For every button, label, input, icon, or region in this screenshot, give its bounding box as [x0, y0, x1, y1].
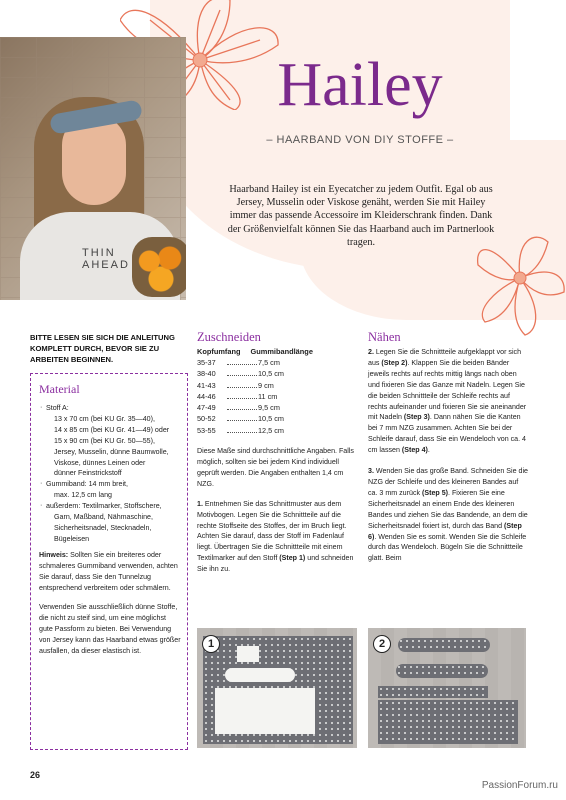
material-item-detail: Viskose, dünnes Leinen oder — [54, 458, 146, 467]
shirt-print: THIN AHEAD — [82, 247, 130, 271]
material-item: · Gummiband: 14 mm breit, — [39, 479, 181, 490]
size-table — [197, 357, 357, 436]
size-row: 38-40 10,5 cm — [197, 369, 284, 379]
step1-badge: 1 — [202, 635, 220, 653]
zuschneiden-section — [197, 330, 357, 575]
material-hint: Hinweis: Sollten Sie ein breiteres oder schmaleres Gummiband verwenden, achten Sie darauf, dass Sie den Tunnelzug entsprechend verbreitern oder schmälern. — [39, 550, 178, 592]
size-row: 50-52 10,5 cm — [197, 414, 284, 424]
material-item-detail: Jersey, Musselin, dünne Baumwolle, — [54, 447, 169, 456]
step1-text: 1. Entnehmen Sie das Schnittmuster aus dem Motivbogen. Legen Sie die Schnittteile auf die rechte Stoffseite des Stoffes, der im Bruch liegt. Achten Sie darauf, dass der Stoff im Fadenlauf liegt. Übertragen Sie die Schnittteile mit einem Textilmarker auf den Stoff (Step 1) und schneiden Sie ihn zu. — [197, 499, 354, 574]
material-item-detail: Bügeleisen — [54, 534, 90, 543]
page-title: Hailey — [277, 51, 443, 119]
material-item: · Stoff A: — [39, 403, 181, 414]
material-note: Verwenden Sie ausschließlich dünne Stoffe, die nicht zu steif sind, um eine möglichst gute Passform zu bieten. Bei Verwendung von Jersey kann das Haarband etwas größer ausfallen, da dieser elastisch ist. — [39, 603, 181, 656]
model-photo — [0, 37, 186, 300]
material-item-detail: Garn, Maßband, Nähmaschine, — [54, 513, 153, 522]
warning-text: BITTE LESEN SIE SICH DIE ANLEITUNG KOMPLETT DURCH, BEVOR SIE ZU ARBEITEN BEGINNEN. — [30, 333, 175, 364]
material-item-detail: 14 x 85 cm (bei KU Gr. 41—49) oder — [54, 425, 170, 434]
watermark: PassionForum.ru — [481, 780, 558, 791]
material-item-detail: 13 x 70 cm (bei KU Gr. 35—40), — [54, 414, 155, 423]
step1-photo — [197, 628, 357, 748]
step2-text: 2. Legen Sie die Schnittteile aufgeklappt vor sich aus (Step 2). Klappen Sie die beiden Bänder jeweils rechts auf rechts mittig längs nach oben und fixieren Sie das Ganze mit Nadeln. Legen Sie die beiden Schnittteile der Schleife rechts auf rechts aufeinander und fixieren Sie sie aneinander mit Nadeln (Step 3). Dann nähen Sie die Kanten bei 7 mm NZG zusammen. Achten Sie bei der Schleife darauf, dass Sie ein Wendeloch von ca. 4 cm lassen (Step 4). — [368, 348, 527, 455]
step2-badge: 2 — [373, 635, 391, 653]
size-row: 53-55 12,5 cm — [197, 425, 284, 435]
material-item-detail: dünner Feinstrickstoff — [54, 469, 122, 478]
size-row: 35-37 7,5 cm — [197, 358, 280, 367]
step3-text: 3. Wenden Sie das große Band. Schneiden Sie die NZG der Schleife und des kleineren Bandes auf ca. 3 mm zurück (Step 5). Fixieren Sie eine Sicherheitsnadel an einem Ende des kleineren Bandes und ziehen Sie das Bandende, an dem die Sicherheitsnadel fixiert ist, durch das Band (Step 6). Wenden Sie es somit. Wenden Sie die Schleife durch das Wendeloch. Bügeln Sie die Schnittteile glatt. Beim — [368, 467, 528, 563]
size-row: 41-43 9 cm — [197, 380, 274, 390]
size-row: 44-46 11 cm — [197, 391, 278, 401]
size-col-head: Kopfumfang — [197, 347, 241, 356]
material-box — [30, 373, 188, 750]
page-subtitle: – HAARBAND VON DIY STOFFE – — [266, 134, 454, 146]
material-heading: Material — [39, 382, 80, 396]
intro-text: Haarband Hailey ist ein Eyecatcher zu jedem Outfit. Egal ob aus Jersey, Musselin oder Viskose genäht, werden Sie mit Hailey immer das passende Accessoire im Kleiderschrank finden. Dank der Größenvielfalt können Sie das Haarband auch im Partnerlook tragen. — [227, 184, 495, 248]
flower-bouquet — [132, 237, 186, 297]
material-item-detail: max. 12,5 cm lang — [54, 491, 112, 500]
size-row: 47-49 9,5 cm — [197, 403, 280, 413]
naehen-heading: Nähen — [368, 330, 401, 344]
material-list — [39, 403, 181, 657]
size-note: Diese Maße sind durchschnittliche Angaben. Falls möglich, sollten sie bei jedem Kind individuell geprüft werden. Die Angaben enthalten 1,4 cm NZG. — [197, 447, 354, 488]
material-item-detail: Sicherheitsnadel, Stecknadeln, — [54, 523, 152, 532]
step2-photo — [368, 628, 526, 748]
length-col-head: Gummibandlänge — [250, 347, 313, 356]
material-item: · außerdem: Textilmarker, Stoffschere, — [39, 501, 181, 512]
zuschneiden-heading: Zuschneiden — [197, 330, 261, 344]
size-table-header — [197, 347, 357, 356]
naehen-section — [368, 330, 528, 564]
page-number: 26 — [30, 770, 41, 780]
material-item-detail: 15 x 90 cm (bei KU Gr. 50—55), — [54, 436, 155, 445]
